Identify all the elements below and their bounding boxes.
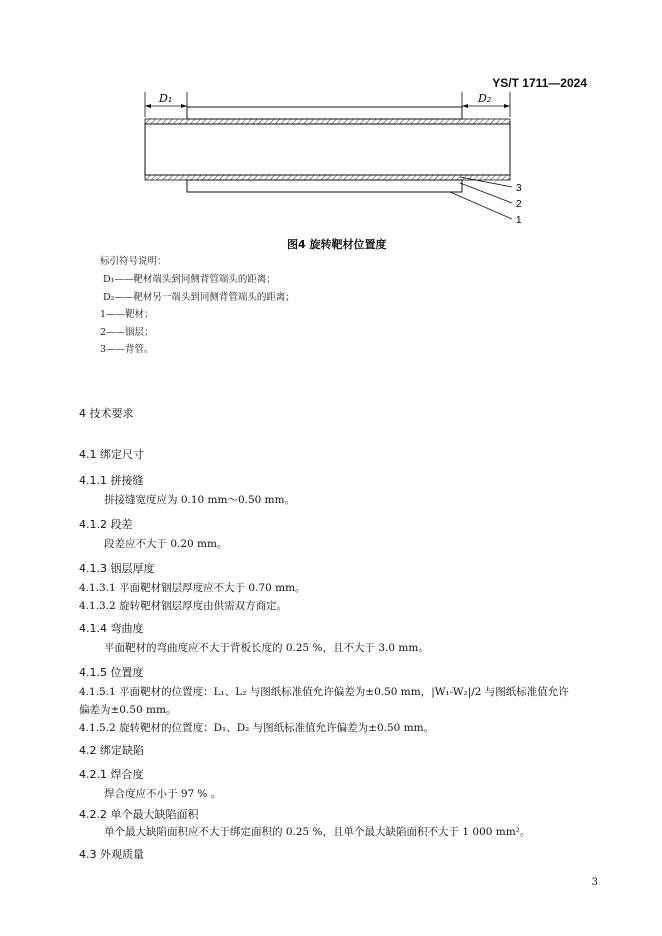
legend-item-d2: D₂——靶材另一端头到同侧背管端头的距离；	[103, 292, 295, 303]
section-4-1-2-text: 段差应不大于 0.20 mm。	[104, 538, 228, 550]
backing-tube	[145, 124, 510, 175]
section-4-1-1-heading: 4.1.1 拼接缝	[79, 474, 144, 487]
legend-item-1: 1——靶材；	[100, 309, 154, 320]
legend-item-3: 3——背管。	[100, 344, 154, 355]
target-top	[187, 107, 462, 119]
section-4-1-5-1-text: 4.1.5.1 平面靶材的位置度：L₁、L₂ 与图纸标准值允许偏差为±0.50 mm，|W₁-W₂|/2 与图纸标准值允许	[79, 686, 569, 698]
figure-caption: 图4 旋转靶材位置度	[287, 238, 387, 251]
d2-arrow-right	[504, 104, 510, 108]
target-bottom	[187, 180, 462, 192]
section-4-1-3-1-text: 4.1.3.1 平面靶材铟层厚度应不大于 0.70 mm。	[79, 582, 306, 594]
legend-item-2: 2——铟层；	[100, 327, 154, 338]
standard-code: YS/T 1711—2024	[492, 76, 587, 90]
section-4-1-5-heading: 4.1.5 位置度	[79, 666, 144, 679]
page-number: 3	[591, 877, 598, 888]
section-4-2-1-text: 焊合度应不小于 97 % 。	[104, 788, 222, 800]
section-4-2-1-heading: 4.2.1 焊合度	[79, 768, 144, 781]
indium-layer-bottom	[145, 175, 510, 180]
callout-1: 1	[516, 215, 522, 226]
section-4-1-1-text: 拼接缝宽度应为 0.10 mm～0.50 mm。	[104, 494, 296, 506]
d1-arrow-left	[145, 104, 151, 108]
legend-title: 标引符号说明：	[100, 256, 167, 267]
section-4-1-4-text: 平面靶材的弯曲度应不大于背板长度的 0.25 %，且不大于 3.0 mm。	[104, 642, 429, 654]
d1-arrow-right	[181, 104, 187, 108]
leader-1	[450, 192, 512, 219]
indium-layer-top	[145, 119, 510, 124]
section-4-1-2-heading: 4.1.2 段差	[79, 518, 133, 531]
label-d1: D₁	[159, 92, 173, 105]
label-d2: D₂	[478, 92, 492, 105]
figure-rotary-target	[120, 92, 540, 232]
callout-3: 3	[516, 183, 522, 194]
section-4-1-3-2-text: 4.1.3.2 旋转靶材铟层厚度由供需双方商定。	[79, 600, 288, 612]
section-4-1-5-1-text-cont: 偏差为±0.50 mm。	[79, 704, 177, 716]
section-4-1-heading: 4.1 绑定尺寸	[79, 448, 144, 461]
section-4-heading: 4 技术要求	[79, 407, 134, 420]
section-4-2-2-text: 单个最大缺陷面积应不大于绑定面积的 0.25 %，且单个最大缺陷面积不大于 1 000 mm²。	[104, 826, 531, 838]
legend-item-d1: D₁——靶材端头到同侧背管端头的距离；	[103, 274, 276, 285]
section-4-2-heading: 4.2 绑定缺陷	[79, 744, 144, 757]
section-4-2-2-heading: 4.2.2 单个最大缺陷面积	[79, 808, 199, 821]
figure-diagram	[120, 92, 540, 232]
section-4-3-heading: 4.3 外观质量	[79, 848, 144, 861]
section-4-1-3-heading: 4.1.3 铟层厚度	[79, 562, 155, 575]
callout-2: 2	[516, 199, 522, 210]
section-4-1-5-2-text: 4.1.5.2 旋转靶材的位置度：D₁、D₂ 与图纸标准值允许偏差为±0.50 mm。	[79, 722, 435, 734]
section-4-1-4-heading: 4.1.4 弯曲度	[79, 622, 144, 635]
d2-arrow-left	[462, 104, 468, 108]
